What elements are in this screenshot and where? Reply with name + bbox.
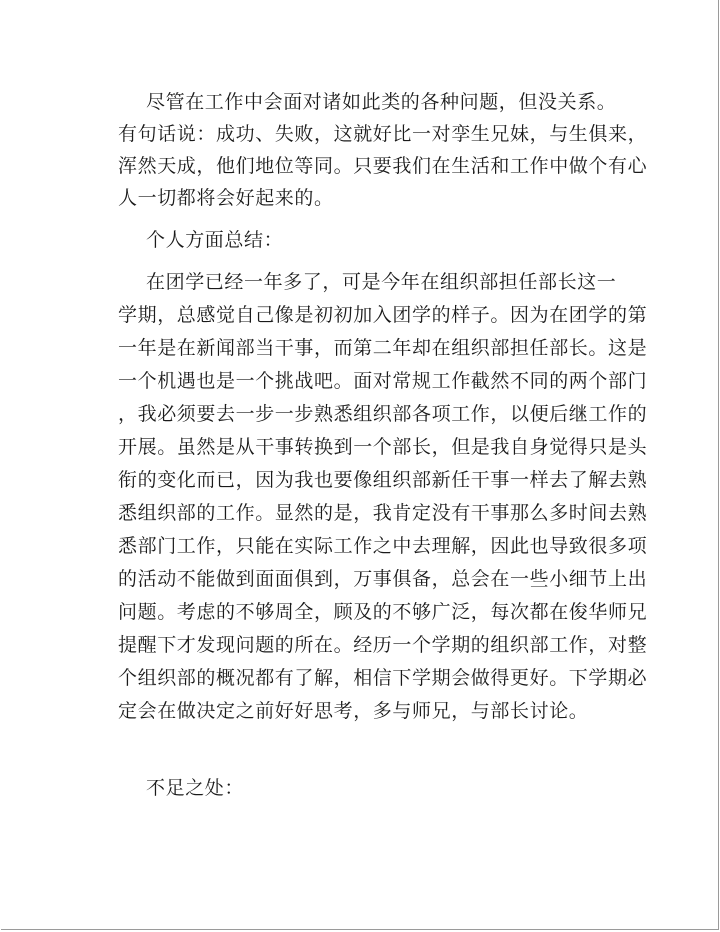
text-line: 尽管在工作中会面对诸如此类的各种问题，但没关系。 (146, 91, 617, 113)
text-line: 开展。虽然是从干事转换到一个部长，但是我自身觉得只是头 (118, 436, 648, 458)
text-line: 悉部门工作，只能在实际工作之中去理解，因此也导致很多项 (118, 535, 648, 557)
text-line: 人一切都将会好起来的。 (118, 187, 334, 209)
text-line: 浑然天成，他们地位等同。只要我们在生活和工作中做个有心 (118, 155, 648, 177)
text-line: 的活动不能做到面面俱到，万事俱备，总会在一些小细节上出 (118, 568, 648, 590)
text-line: 提醒下才发现问题的所在。经历一个学期的组织部工作，对整 (118, 634, 648, 656)
document-page (1, 0, 719, 930)
text-line: 衔的变化而已，因为我也要像组织部新任干事一样去了解去熟 (118, 469, 648, 491)
text-line: 定会在做决定之前好好思考，多与师兄，与部长讨论。 (118, 700, 589, 722)
text-line: 学期，总感觉自己像是初初加入团学的样子。因为在团学的第 (118, 304, 648, 326)
text-line: 个组织部的概况都有了解，相信下学期会做得更好。下学期必 (118, 667, 648, 689)
text-line: 问题。考虑的不够周全，顾及的不够广泛，每次都在俊华师兄 (118, 601, 648, 623)
text-line: 一个机遇也是一个挑战吧。面对常规工作截然不同的两个部门 (118, 370, 648, 392)
text-line: 一年是在新闻部当干事，而第二年却在组织部担任部长。这是 (118, 337, 648, 359)
text-line: ，我必须要去一步一步熟悉组织部各项工作，以便后继工作的 (118, 403, 648, 425)
text-line: 在团学已经一年多了，可是今年在组织部担任部长这一 (146, 271, 617, 293)
text-line: 有句话说：成功、失败，这就好比一对孪生兄妹，与生俱来， (118, 123, 648, 145)
section-heading: 不足之处： (146, 777, 245, 799)
text-line: 悉组织部的工作。显然的是，我肯定没有干事那么多时间去熟 (118, 502, 648, 524)
section-heading: 个人方面总结： (146, 229, 284, 251)
